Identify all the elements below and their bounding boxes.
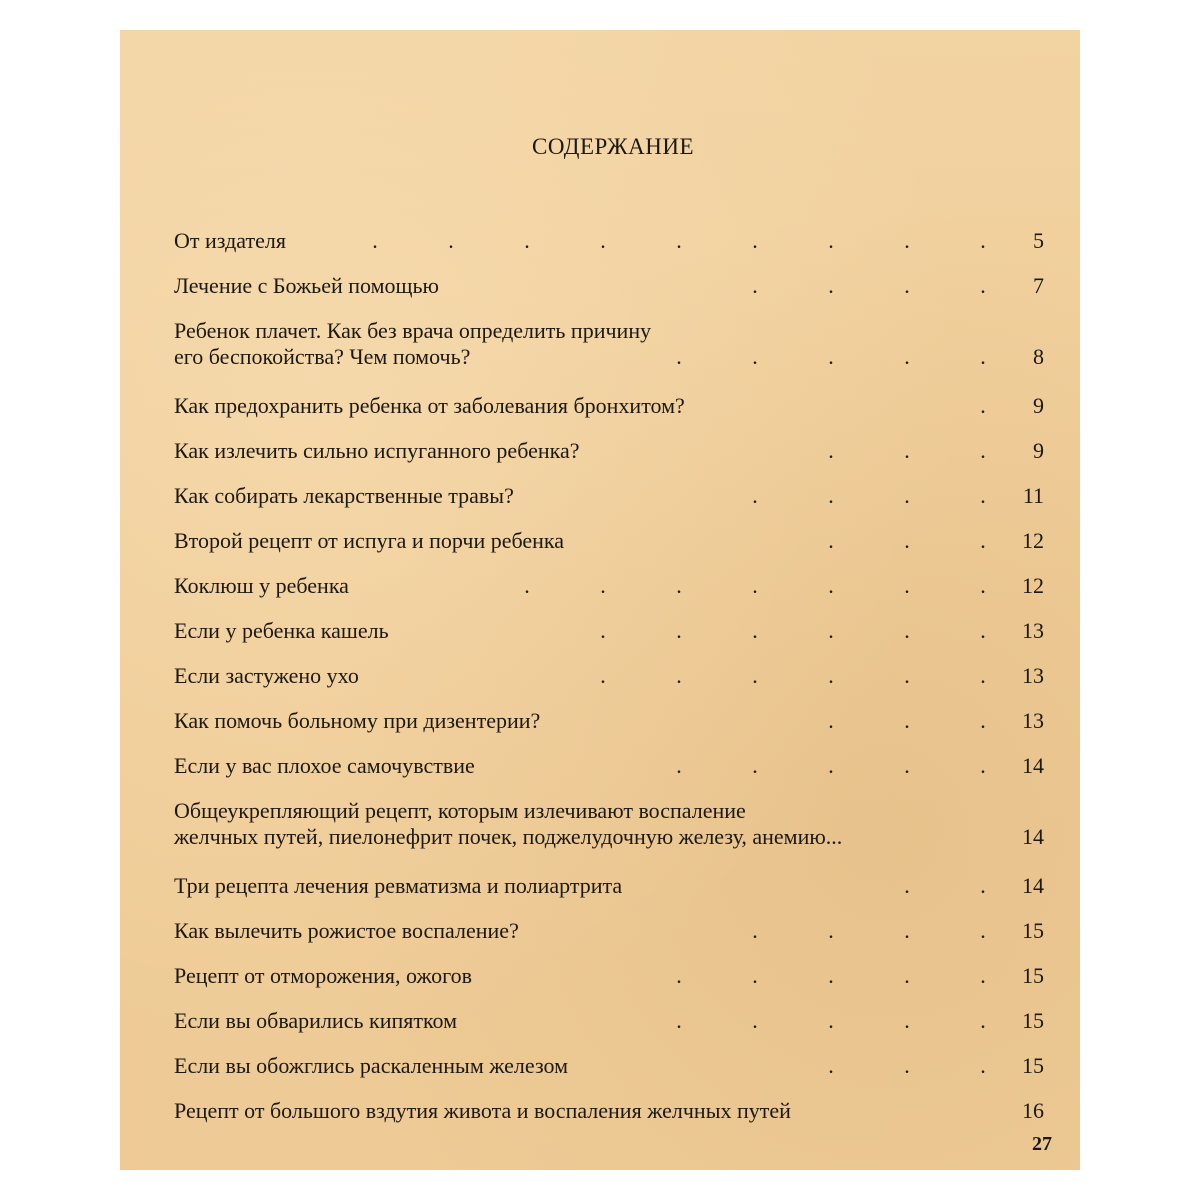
toc-entry-line xyxy=(174,873,1044,899)
leader-dot: . xyxy=(828,963,834,988)
table-of-contents xyxy=(120,30,1080,1170)
leader-dot: . xyxy=(752,963,758,988)
toc-entry-title: Если застужено ухо xyxy=(174,663,359,688)
leader-dot: . xyxy=(980,228,986,253)
toc-entry-page-number: 12 xyxy=(1022,573,1044,598)
leader-dot: . xyxy=(448,228,454,253)
leader-dot: . xyxy=(600,663,606,688)
leader-dot: . xyxy=(828,573,834,598)
leader-dot: . xyxy=(676,344,682,369)
leader-dot: . xyxy=(676,1008,682,1033)
toc-entry-line xyxy=(174,753,1044,779)
toc-entry-page-number: 8 xyxy=(1033,344,1044,369)
toc-entry-page-number: 15 xyxy=(1022,1053,1044,1078)
book-page xyxy=(120,30,1080,1170)
toc-entry-page-number: 15 xyxy=(1022,1008,1044,1033)
toc-entry xyxy=(174,318,1044,370)
leader-dot: . xyxy=(904,1053,910,1078)
toc-entry-page-number: 5 xyxy=(1033,228,1044,253)
leader-dot: . xyxy=(828,708,834,733)
leader-dot: . xyxy=(524,573,530,598)
toc-entry-title: От издателя xyxy=(174,228,286,253)
toc-entry-title: Три рецепта лечения ревматизма и полиартрита xyxy=(174,873,623,898)
leader-dot: . xyxy=(676,618,682,643)
leader-dot: . xyxy=(828,483,834,508)
leader-dot: . xyxy=(372,228,378,253)
leader-dot: . xyxy=(828,438,834,463)
leader-dot: . xyxy=(980,618,986,643)
toc-entry xyxy=(174,573,1044,599)
leader-dot: . xyxy=(828,273,834,298)
toc-entry xyxy=(174,963,1044,989)
leader-dot: . xyxy=(828,528,834,553)
toc-entry-line xyxy=(174,438,1044,464)
toc-entry-line xyxy=(174,708,1044,734)
toc-entry-title: Ребенок плачет. Как без врача определить причину xyxy=(174,318,652,343)
leader-dot: . xyxy=(980,708,986,733)
toc-entry xyxy=(174,528,1044,554)
leader-dot: . xyxy=(904,918,910,943)
leader-dot: . xyxy=(980,573,986,598)
toc-entry xyxy=(174,753,1044,779)
leader-dot: . xyxy=(828,1008,834,1033)
leader-dot: . xyxy=(752,483,758,508)
toc-entry-title: Коклюш у ребенка xyxy=(174,573,349,598)
toc-entry xyxy=(174,1098,1044,1124)
toc-entry-page-number: 14 xyxy=(1022,873,1044,898)
leader-dot: . xyxy=(980,873,986,898)
leader-dot: . xyxy=(904,344,910,369)
leader-dot: . xyxy=(752,573,758,598)
toc-entry-page-number: 16 xyxy=(1022,1098,1044,1123)
toc-entry-title: Общеукрепляющий рецепт, которым излечивают воспаление xyxy=(174,798,746,823)
leader-dot: . xyxy=(752,344,758,369)
leader-dot: . xyxy=(980,273,986,298)
leader-dot: . xyxy=(828,344,834,369)
toc-entry-line xyxy=(174,798,1044,824)
toc-entry xyxy=(174,618,1044,644)
leader-dot: . xyxy=(600,573,606,598)
leader-dot: . xyxy=(904,483,910,508)
leader-dot: . xyxy=(904,573,910,598)
toc-entry-line xyxy=(174,824,1044,850)
leader-dot: . xyxy=(904,618,910,643)
toc-entry-title: желчных путей, пиелонефрит почек, поджелудочную железу, анемию... xyxy=(174,824,843,849)
leader-dot: . xyxy=(904,528,910,553)
leader-dot: . xyxy=(600,228,606,253)
leader-dot: . xyxy=(828,918,834,943)
leader-dot: . xyxy=(904,873,910,898)
leader-dot: . xyxy=(676,963,682,988)
leader-dot: . xyxy=(980,528,986,553)
leader-dot: . xyxy=(904,228,910,253)
leader-dot: . xyxy=(904,753,910,778)
leader-dot: . xyxy=(828,1053,834,1078)
toc-entry-line xyxy=(174,318,1044,344)
leader-dot: . xyxy=(980,393,986,418)
leader-dot: . xyxy=(980,663,986,688)
toc-entry-page-number: 11 xyxy=(1022,483,1044,508)
leader-dot: . xyxy=(828,618,834,643)
toc-entry-title: Как предохранить ребенка от заболевания бронхитом? xyxy=(174,393,685,418)
toc-entry-line xyxy=(174,918,1044,944)
toc-entry-line xyxy=(174,228,1044,254)
toc-entry-line xyxy=(174,963,1044,989)
toc-entry xyxy=(174,708,1044,734)
leader-dot: . xyxy=(980,963,986,988)
leader-dot: . xyxy=(752,618,758,643)
toc-entry-page-number: 14 xyxy=(1022,824,1044,849)
leader-dot: . xyxy=(828,663,834,688)
toc-entry-page-number: 7 xyxy=(1033,273,1044,298)
leader-dot: . xyxy=(980,1053,986,1078)
toc-entry-line xyxy=(174,344,1044,370)
leader-dot: . xyxy=(904,708,910,733)
toc-entry-title: Если у вас плохое самочувствие xyxy=(174,753,475,778)
leader-dot: . xyxy=(828,228,834,253)
leader-dot: . xyxy=(752,228,758,253)
toc-entry xyxy=(174,1008,1044,1034)
toc-entry xyxy=(174,918,1044,944)
toc-entry-line xyxy=(174,663,1044,689)
leader-dot: . xyxy=(980,344,986,369)
toc-entry xyxy=(174,483,1044,509)
toc-entry-title: Как собирать лекарственные травы? xyxy=(174,483,514,508)
toc-entry-title: Как излечить сильно испуганного ребенка? xyxy=(174,438,580,463)
dot-leader xyxy=(174,228,984,254)
leader-dot: . xyxy=(980,753,986,778)
leader-dot: . xyxy=(752,918,758,943)
leader-dot: . xyxy=(904,273,910,298)
toc-entry xyxy=(174,228,1044,254)
toc-entry-line xyxy=(174,573,1044,599)
leader-dot: . xyxy=(752,663,758,688)
toc-entry-line xyxy=(174,1008,1044,1034)
toc-entry-title: Как вылечить рожистое воспаление? xyxy=(174,918,519,943)
toc-entry-title: Рецепт от большого вздутия живота и воспаления желчных путей xyxy=(174,1098,791,1123)
toc-entry-title: Как помочь больному при дизентерии? xyxy=(174,708,541,733)
toc-entry xyxy=(174,663,1044,689)
toc-entry xyxy=(174,273,1044,299)
toc-entry-page-number: 13 xyxy=(1022,663,1044,688)
leader-dot: . xyxy=(676,753,682,778)
toc-entry-title: Лечение с Божьей помощью xyxy=(174,273,439,298)
toc-entry xyxy=(174,873,1044,899)
toc-entry xyxy=(174,393,1044,419)
toc-entry-line xyxy=(174,1098,1044,1124)
toc-entry-page-number: 12 xyxy=(1022,528,1044,553)
toc-entry-line xyxy=(174,528,1044,554)
toc-entry-page-number: 15 xyxy=(1022,963,1044,988)
leader-dot: . xyxy=(524,228,530,253)
leader-dot: . xyxy=(600,618,606,643)
leader-dot: . xyxy=(904,963,910,988)
page-title: СОДЕРЖАНИЕ xyxy=(531,134,694,159)
toc-entry-title: его беспокойства? Чем помочь? xyxy=(174,344,471,369)
leader-dot: . xyxy=(676,573,682,598)
leader-dot: . xyxy=(980,918,986,943)
leader-dot: . xyxy=(752,273,758,298)
leader-dot: . xyxy=(752,753,758,778)
toc-entry-title: Если у ребенка кашель xyxy=(174,618,389,643)
toc-entry-page-number: 14 xyxy=(1022,753,1044,778)
toc-entry-title: Если вы обварились кипятком xyxy=(174,1008,458,1033)
leader-dot: . xyxy=(676,228,682,253)
leader-dot: . xyxy=(752,1008,758,1033)
toc-entry-line xyxy=(174,618,1044,644)
leader-dot: . xyxy=(904,438,910,463)
toc-entry xyxy=(174,798,1044,850)
leader-dot: . xyxy=(904,1008,910,1033)
toc-entry-page-number: 15 xyxy=(1022,918,1044,943)
toc-entry-line xyxy=(174,273,1044,299)
toc-entry-title: Если вы обожглись раскаленным железом xyxy=(174,1053,569,1078)
toc-entry-page-number: 13 xyxy=(1022,708,1044,733)
toc-entry-title: Второй рецепт от испуга и порчи ребенка xyxy=(174,528,565,553)
toc-entry-page-number: 9 xyxy=(1033,438,1044,463)
toc-entry xyxy=(174,1053,1044,1079)
toc-entry xyxy=(174,438,1044,464)
toc-entry-line xyxy=(174,393,1044,419)
leader-dot: . xyxy=(980,438,986,463)
toc-entry-page-number: 9 xyxy=(1033,393,1044,418)
leader-dot: . xyxy=(676,663,682,688)
toc-entry-line xyxy=(174,483,1044,509)
leader-dot: . xyxy=(980,1008,986,1033)
leader-dot: . xyxy=(828,753,834,778)
toc-entry-line xyxy=(174,1053,1044,1079)
toc-entry-title: Рецепт от отморожения, ожогов xyxy=(174,963,472,988)
leader-dot: . xyxy=(904,663,910,688)
page-number: 27 xyxy=(1032,1133,1052,1155)
leader-dot: . xyxy=(980,483,986,508)
toc-entry-page-number: 13 xyxy=(1022,618,1044,643)
